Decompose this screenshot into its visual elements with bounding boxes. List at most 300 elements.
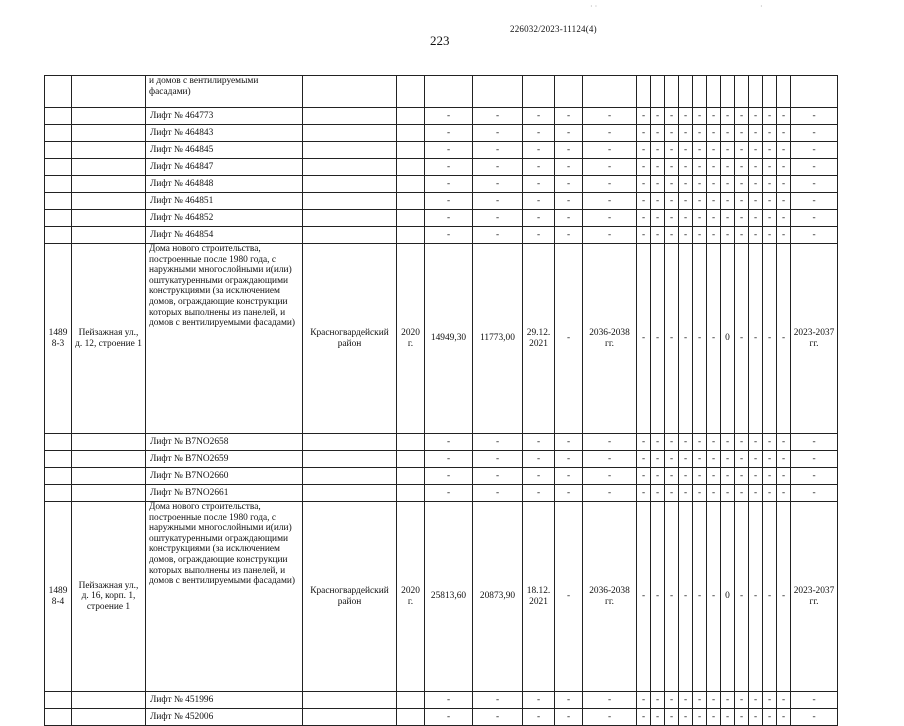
dash-cell: - <box>735 468 749 485</box>
dash-cell: - <box>523 108 555 125</box>
dash-cell: - <box>523 692 555 709</box>
dash-cell: - <box>583 451 637 468</box>
build-year: 2020 г. <box>397 502 425 692</box>
dash-cell: - <box>555 159 583 176</box>
empty-cell <box>397 176 425 193</box>
dash-cell: - <box>763 108 777 125</box>
dash-cell: - <box>651 227 665 244</box>
empty-cell <box>791 76 838 108</box>
dash-cell: - <box>777 451 791 468</box>
dash-cell: - <box>637 709 651 726</box>
lift-name: Лифт № 452006 <box>146 709 303 726</box>
dash-cell: - <box>651 451 665 468</box>
empty-cell <box>72 176 146 193</box>
dash-cell: - <box>791 434 838 451</box>
dash-cell: - <box>791 692 838 709</box>
dash-cell: - <box>473 709 523 726</box>
dash-cell: - <box>523 125 555 142</box>
dash-cell: - <box>651 142 665 159</box>
dash-cell: - <box>735 451 749 468</box>
dash-cell: - <box>777 227 791 244</box>
dash-cell: - <box>735 210 749 227</box>
dash-cell: - <box>665 434 679 451</box>
table-row <box>45 244 838 434</box>
dash-cell: - <box>721 485 735 502</box>
dash-cell: - <box>651 159 665 176</box>
empty-cell <box>303 142 397 159</box>
dash-cell: - <box>523 193 555 210</box>
empty-cell <box>72 692 146 709</box>
dash-cell: - <box>721 468 735 485</box>
empty-cell <box>763 76 777 108</box>
dash-cell: - <box>791 709 838 726</box>
table-row <box>45 468 838 485</box>
description-continuation: и домов с вентилируемыми фасадами) <box>146 76 303 108</box>
dash-cell: - <box>523 227 555 244</box>
empty-cell <box>397 108 425 125</box>
dash-cell: - <box>693 468 707 485</box>
document-number: 226032/2023-11124(4) <box>510 24 597 34</box>
dash-cell: - <box>473 142 523 159</box>
dash-cell: - <box>425 451 473 468</box>
lift-name: Лифт № 464848 <box>146 176 303 193</box>
date: 29.12. 2021 <box>523 244 555 434</box>
dash-cell: - <box>473 434 523 451</box>
empty-cell <box>397 159 425 176</box>
dash-cell: - <box>679 210 693 227</box>
period: 2036-2038 гг. <box>583 244 637 434</box>
empty-cell <box>583 76 637 108</box>
plan-period: 2023-2037 гг. <box>791 502 838 692</box>
building-number: 1489 8-4 <box>45 502 72 692</box>
dash-cell: - <box>777 108 791 125</box>
dash-cell: - <box>555 485 583 502</box>
dash-cell: - <box>777 193 791 210</box>
dash-cell: - <box>707 244 721 434</box>
page-number: 223 <box>430 33 450 48</box>
dash-cell: - <box>679 227 693 244</box>
dash-cell: - <box>665 125 679 142</box>
dash-cell: - <box>637 502 651 692</box>
period: 2036-2038 гг. <box>583 502 637 692</box>
zero-cell: 0 <box>721 502 735 692</box>
dash-cell: - <box>679 125 693 142</box>
dash-cell: - <box>777 176 791 193</box>
empty-cell <box>72 468 146 485</box>
dash-cell: - <box>651 244 665 434</box>
dash-cell: - <box>693 502 707 692</box>
date: 18.12. 2021 <box>523 502 555 692</box>
dash-cell: - <box>583 176 637 193</box>
dash-cell: - <box>637 176 651 193</box>
dash-cell: - <box>425 142 473 159</box>
dash-cell: - <box>679 502 693 692</box>
empty-cell <box>303 125 397 142</box>
dash-cell: - <box>749 468 763 485</box>
dash-cell: - <box>777 502 791 692</box>
empty-cell <box>303 709 397 726</box>
dash-cell: - <box>473 692 523 709</box>
dash-cell: - <box>473 176 523 193</box>
dash-cell: - <box>637 142 651 159</box>
dash-cell: - <box>523 451 555 468</box>
dash-cell: - <box>707 176 721 193</box>
dash-cell: - <box>555 193 583 210</box>
empty-cell <box>303 485 397 502</box>
dash-cell: - <box>735 502 749 692</box>
dash-cell: - <box>693 692 707 709</box>
lift-name: Лифт № 464845 <box>146 142 303 159</box>
empty-cell <box>651 76 665 108</box>
dash-cell: - <box>763 451 777 468</box>
empty-cell <box>303 76 397 108</box>
register-table <box>44 75 838 726</box>
dash-cell: - <box>637 193 651 210</box>
dash-cell: - <box>763 176 777 193</box>
table-row <box>45 125 838 142</box>
dash-cell: - <box>651 434 665 451</box>
empty-cell <box>397 709 425 726</box>
table-row <box>45 176 838 193</box>
dash-cell: - <box>665 159 679 176</box>
empty-cell <box>397 692 425 709</box>
dash-cell: - <box>791 159 838 176</box>
dash-cell: - <box>777 142 791 159</box>
dash-cell: - <box>473 193 523 210</box>
living-area: 11773,00 <box>473 244 523 434</box>
dash-cell: - <box>665 108 679 125</box>
dash-cell: - <box>749 692 763 709</box>
dash-cell: - <box>707 210 721 227</box>
empty-cell <box>637 76 651 108</box>
empty-cell <box>665 76 679 108</box>
dash-cell: - <box>665 692 679 709</box>
dash-cell: - <box>693 485 707 502</box>
dash-cell: - <box>749 485 763 502</box>
dash-cell: - <box>425 434 473 451</box>
dash-cell: - <box>651 210 665 227</box>
dash-cell: - <box>707 434 721 451</box>
table-row <box>45 709 838 726</box>
building-description: Дома нового строительства, построенные после 1980 года, с наружными многослойными и(или) оштукатуренными ограждающими конструкциями (за исключением домов, ограждающие конструкции которых выполнены из панелей, и домов с вентилируемыми фасадами) <box>146 244 303 434</box>
empty-cell <box>72 108 146 125</box>
dash-cell: - <box>523 159 555 176</box>
dash-cell: - <box>637 210 651 227</box>
dash-cell: - <box>583 193 637 210</box>
empty-cell <box>397 76 425 108</box>
empty-cell <box>303 108 397 125</box>
dash-cell: - <box>763 210 777 227</box>
dash-cell: - <box>707 227 721 244</box>
dash-cell: - <box>425 692 473 709</box>
empty-cell <box>721 76 735 108</box>
dash-cell: - <box>763 244 777 434</box>
scan-mark: · <box>760 2 763 11</box>
dash-cell: - <box>555 142 583 159</box>
dash-cell: - <box>555 692 583 709</box>
dash-cell: - <box>425 108 473 125</box>
dash-cell: - <box>707 108 721 125</box>
dash-cell: - <box>665 451 679 468</box>
dash-cell: - <box>777 468 791 485</box>
dash-cell: - <box>763 485 777 502</box>
dash-cell: - <box>735 434 749 451</box>
empty-cell <box>679 76 693 108</box>
dash-cell: - <box>523 709 555 726</box>
empty-cell <box>397 125 425 142</box>
dash-cell: - <box>707 485 721 502</box>
empty-cell <box>45 451 72 468</box>
empty-cell <box>303 227 397 244</box>
dash-cell: - <box>473 451 523 468</box>
empty-cell <box>45 176 72 193</box>
empty-cell <box>303 692 397 709</box>
dash-cell: - <box>665 142 679 159</box>
empty-cell <box>749 76 763 108</box>
dash-cell: - <box>721 451 735 468</box>
dash-cell: - <box>693 159 707 176</box>
table-row <box>45 227 838 244</box>
dash-cell: - <box>693 244 707 434</box>
dash-cell: - <box>425 709 473 726</box>
empty-cell <box>707 76 721 108</box>
dash-cell: - <box>637 468 651 485</box>
dash-cell: - <box>651 468 665 485</box>
dash-cell: - <box>679 244 693 434</box>
dash-cell: - <box>777 125 791 142</box>
empty-cell <box>45 76 72 108</box>
dash-cell: - <box>693 434 707 451</box>
dash-cell: - <box>583 485 637 502</box>
dash-cell: - <box>637 434 651 451</box>
dash-cell: - <box>791 227 838 244</box>
dash-cell: - <box>777 709 791 726</box>
empty-cell <box>72 451 146 468</box>
dash-cell: - <box>425 125 473 142</box>
dash-cell: - <box>665 485 679 502</box>
dash-cell: - <box>523 142 555 159</box>
dash-cell: - <box>523 485 555 502</box>
dash-cell: - <box>791 468 838 485</box>
empty-cell <box>45 210 72 227</box>
dash-cell: - <box>763 692 777 709</box>
dash-cell: - <box>637 692 651 709</box>
empty-cell <box>397 210 425 227</box>
empty-cell <box>473 76 523 108</box>
dash-cell: - <box>637 108 651 125</box>
dash-cell: - <box>721 193 735 210</box>
total-area: 25813,60 <box>425 502 473 692</box>
empty-cell <box>555 76 583 108</box>
dash-cell: - <box>693 709 707 726</box>
dash-cell: - <box>583 142 637 159</box>
dash-cell: - <box>555 227 583 244</box>
dash-cell: - <box>777 434 791 451</box>
dash-cell: - <box>637 485 651 502</box>
dash-cell: - <box>749 108 763 125</box>
dash-cell: - <box>791 451 838 468</box>
dash-cell: - <box>735 244 749 434</box>
empty-cell <box>72 227 146 244</box>
dash-cell: - <box>721 434 735 451</box>
dash-cell: - <box>679 159 693 176</box>
dash-cell: - <box>555 125 583 142</box>
dash-cell: - <box>763 193 777 210</box>
dash-cell: - <box>555 210 583 227</box>
dash-cell: - <box>763 142 777 159</box>
dash-cell: - <box>735 142 749 159</box>
empty-cell <box>45 692 72 709</box>
dash-cell: - <box>555 108 583 125</box>
living-area: 20873,90 <box>473 502 523 692</box>
dash-cell: - <box>523 176 555 193</box>
lift-name: Лифт № 464854 <box>146 227 303 244</box>
dash-cell: - <box>679 485 693 502</box>
dash-cell: - <box>651 502 665 692</box>
empty-cell <box>45 142 72 159</box>
dash-cell: - <box>665 227 679 244</box>
dash-cell: - <box>707 709 721 726</box>
building-address: Пейзажная ул., д. 16, корп. 1, строение 1 <box>72 502 146 692</box>
empty-cell <box>303 159 397 176</box>
dash-cell: - <box>707 692 721 709</box>
dash-cell: - <box>693 125 707 142</box>
dash-cell: - <box>555 176 583 193</box>
dash-cell: - <box>425 485 473 502</box>
empty-cell <box>45 227 72 244</box>
empty-cell <box>72 159 146 176</box>
lift-name: Лифт № B7NO2660 <box>146 468 303 485</box>
dash-cell: - <box>523 468 555 485</box>
dash-cell: - <box>721 142 735 159</box>
dash-cell: - <box>777 485 791 502</box>
dash-cell: - <box>651 193 665 210</box>
dash-cell: - <box>763 502 777 692</box>
dash-cell: - <box>693 451 707 468</box>
dash-cell: - <box>707 142 721 159</box>
lift-name: Лифт № B7NO2659 <box>146 451 303 468</box>
empty-cell <box>45 125 72 142</box>
dash-cell: - <box>425 227 473 244</box>
empty-cell <box>777 76 791 108</box>
dash-cell: - <box>693 227 707 244</box>
dash-cell: - <box>679 468 693 485</box>
dash-cell: - <box>473 227 523 244</box>
lift-name: Лифт № 464851 <box>146 193 303 210</box>
empty-cell <box>72 142 146 159</box>
dash-cell: - <box>583 210 637 227</box>
table-row <box>45 193 838 210</box>
dash-cell: - <box>763 125 777 142</box>
dash-cell: - <box>693 176 707 193</box>
dash-cell: - <box>735 692 749 709</box>
dash-cell: - <box>679 692 693 709</box>
dash-cell: - <box>749 227 763 244</box>
total-area: 14949,30 <box>425 244 473 434</box>
dash-cell: - <box>583 468 637 485</box>
dash-cell: - <box>735 485 749 502</box>
empty-cell <box>397 434 425 451</box>
zero-cell: 0 <box>721 244 735 434</box>
dash-cell: - <box>693 142 707 159</box>
table-row <box>45 502 838 692</box>
dash-cell: - <box>651 108 665 125</box>
dash-cell: - <box>791 125 838 142</box>
empty-cell <box>397 193 425 210</box>
dash-cell: - <box>665 709 679 726</box>
dash-cell: - <box>555 244 583 434</box>
table-row <box>45 159 838 176</box>
dash-cell: - <box>523 434 555 451</box>
empty-cell <box>693 76 707 108</box>
dash-cell: - <box>749 176 763 193</box>
dash-cell: - <box>425 159 473 176</box>
dash-cell: - <box>665 210 679 227</box>
dash-cell: - <box>749 451 763 468</box>
empty-cell <box>72 709 146 726</box>
dash-cell: - <box>651 125 665 142</box>
dash-cell: - <box>665 502 679 692</box>
dash-cell: - <box>583 434 637 451</box>
dash-cell: - <box>707 468 721 485</box>
dash-cell: - <box>749 434 763 451</box>
dash-cell: - <box>735 176 749 193</box>
dash-cell: - <box>707 159 721 176</box>
dash-cell: - <box>791 210 838 227</box>
dash-cell: - <box>735 159 749 176</box>
dash-cell: - <box>735 709 749 726</box>
build-year: 2020 г. <box>397 244 425 434</box>
dash-cell: - <box>637 451 651 468</box>
building-number: 1489 8-3 <box>45 244 72 434</box>
dash-cell: - <box>555 434 583 451</box>
dash-cell: - <box>583 709 637 726</box>
dash-cell: - <box>651 485 665 502</box>
dash-cell: - <box>583 227 637 244</box>
dash-cell: - <box>473 485 523 502</box>
table-row <box>45 108 838 125</box>
empty-cell <box>397 227 425 244</box>
dash-cell: - <box>637 227 651 244</box>
empty-cell <box>72 434 146 451</box>
dash-cell: - <box>749 502 763 692</box>
lift-name: Лифт № 464852 <box>146 210 303 227</box>
dash-cell: - <box>583 692 637 709</box>
dash-cell: - <box>651 709 665 726</box>
table-row <box>45 485 838 502</box>
empty-cell <box>735 76 749 108</box>
dash-cell: - <box>749 244 763 434</box>
empty-cell <box>72 193 146 210</box>
dash-cell: - <box>679 434 693 451</box>
dash-cell: - <box>425 176 473 193</box>
dash-cell: - <box>637 125 651 142</box>
lift-name: Лифт № 451996 <box>146 692 303 709</box>
lift-name: Лифт № 464847 <box>146 159 303 176</box>
table-row <box>45 451 838 468</box>
dash-cell: - <box>679 193 693 210</box>
dash-cell: - <box>749 142 763 159</box>
plan-period: 2023-2037 гг. <box>791 244 838 434</box>
empty-cell <box>45 709 72 726</box>
lift-name: Лифт № 464843 <box>146 125 303 142</box>
dash-cell: - <box>473 468 523 485</box>
dash-cell: - <box>721 125 735 142</box>
dash-cell: - <box>679 709 693 726</box>
dash-cell: - <box>637 244 651 434</box>
dash-cell: - <box>763 159 777 176</box>
dash-cell: - <box>735 108 749 125</box>
